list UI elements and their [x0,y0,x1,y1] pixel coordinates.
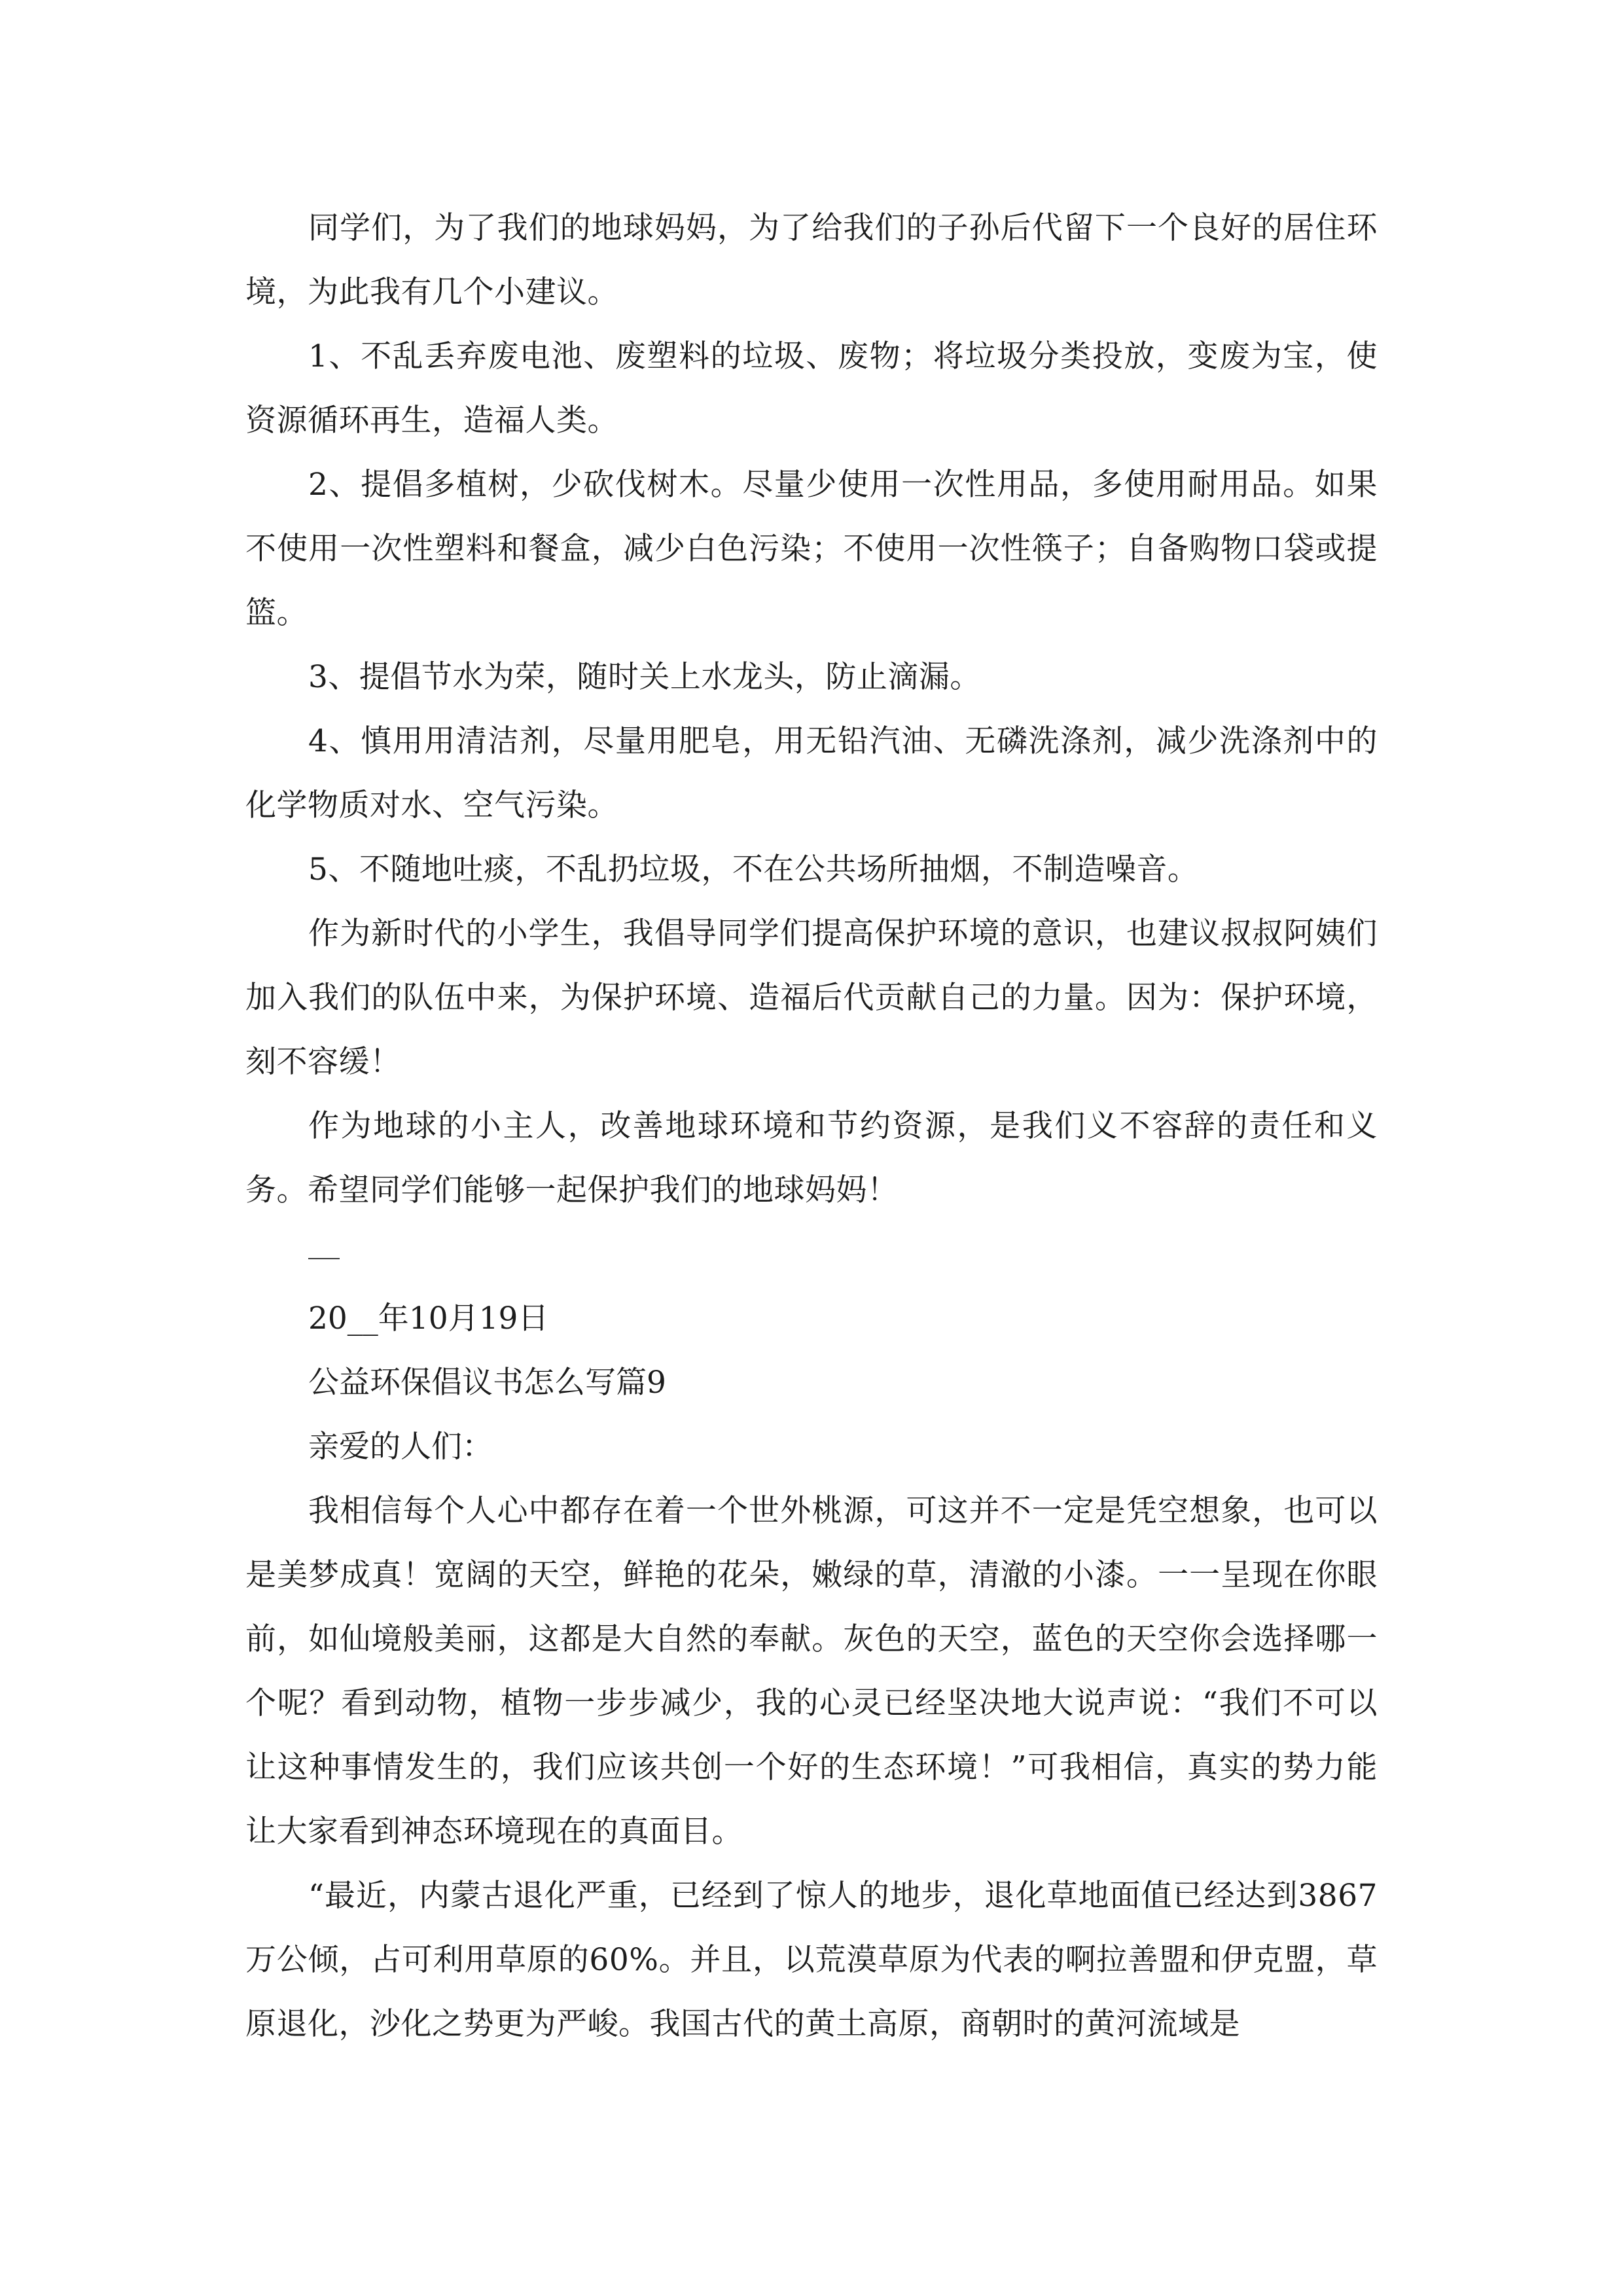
paragraph-suggestion-2: 2、提倡多植树，少砍伐树木。尽量少使用一次性用品，多使用耐用品。如果不使用一次性塑料和餐盒，减少白色污染；不使用一次性筷子；自备购物口袋或提篮。 [245,467,1378,631]
paragraph-body-1: 我相信每个人心中都存在着一个世外桃源，可这并不一定是凭空想象，也可以是美梦成真！宽阔的天空，鲜艳的花朵，嫩绿的草，清澈的小漆。一一呈现在你眼前，如仙境般美丽，这都是大自然的奉献。灰色的天空，蓝色的天空你会选择哪一个呢？看到动物，植物一步步减少，我的心灵已经坚决地大说声说：“我们不可以让这种事情发生的，我们应该共创一个好的生态环境！”可我相信，真实的势力能让大家看到神态环境现在的真面目。 [245,1493,1378,1850]
paragraph-body-2: “最近，内蒙古退化严重，已经到了惊人的地步，退化草地面值已经达到3867万公倾，占可利用草原的60%。并且，以荒漠草原为代表的啊拉善盟和伊克盟，草原退化，沙化之势更为严峻。我国古代的黄土高原，商朝时的黄河流域是 [245,1878,1378,2042]
section-title: 公益环保倡议书怎么写篇9 [308,1365,666,1401]
paragraph-call-to-action: 作为新时代的小学生，我倡导同学们提高保护环境的意识，也建议叔叔阿姨们加入我们的队伍中来，为保护环境、造福后代贡献自己的力量。因为：保护环境，刻不容缓！ [245,916,1378,1080]
paragraph-intro: 同学们，为了我们的地球妈妈，为了给我们的子孙后代留下一个良好的居住环境，为此我有几个小建议。 [245,210,1378,310]
salutation: 亲爱的人们： [308,1429,493,1465]
paragraph-suggestion-5: 5、不随地吐痰，不乱扔垃圾，不在公共场所抽烟，不制造噪音。 [308,852,1199,888]
document-body [245,196,1378,2056]
signature-line [245,1223,1378,1287]
paragraph-suggestion-3: 3、提倡节水为荣，随时关上水龙头，防止滴漏。 [308,659,981,695]
letter-date: 20__年10月19日 [308,1300,549,1336]
paragraph-suggestion-4: 4、慎用用清洁剂，尽量用肥皂，用无铅汽油、无磷洗涤剂，减少洗涤剂中的化学物质对水、空气污染。 [245,723,1378,823]
signature-dash [308,1258,340,1259]
paragraph-suggestion-1: 1、不乱丢弃废电池、废塑料的垃圾、废物；将垃圾分类投放，变废为宝，使资源循环再生，造福人类。 [245,338,1378,439]
paragraph-closing: 作为地球的小主人，改善地球环境和节约资源，是我们义不容辞的责任和义务。希望同学们能够一起保护我们的地球妈妈！ [245,1108,1378,1208]
